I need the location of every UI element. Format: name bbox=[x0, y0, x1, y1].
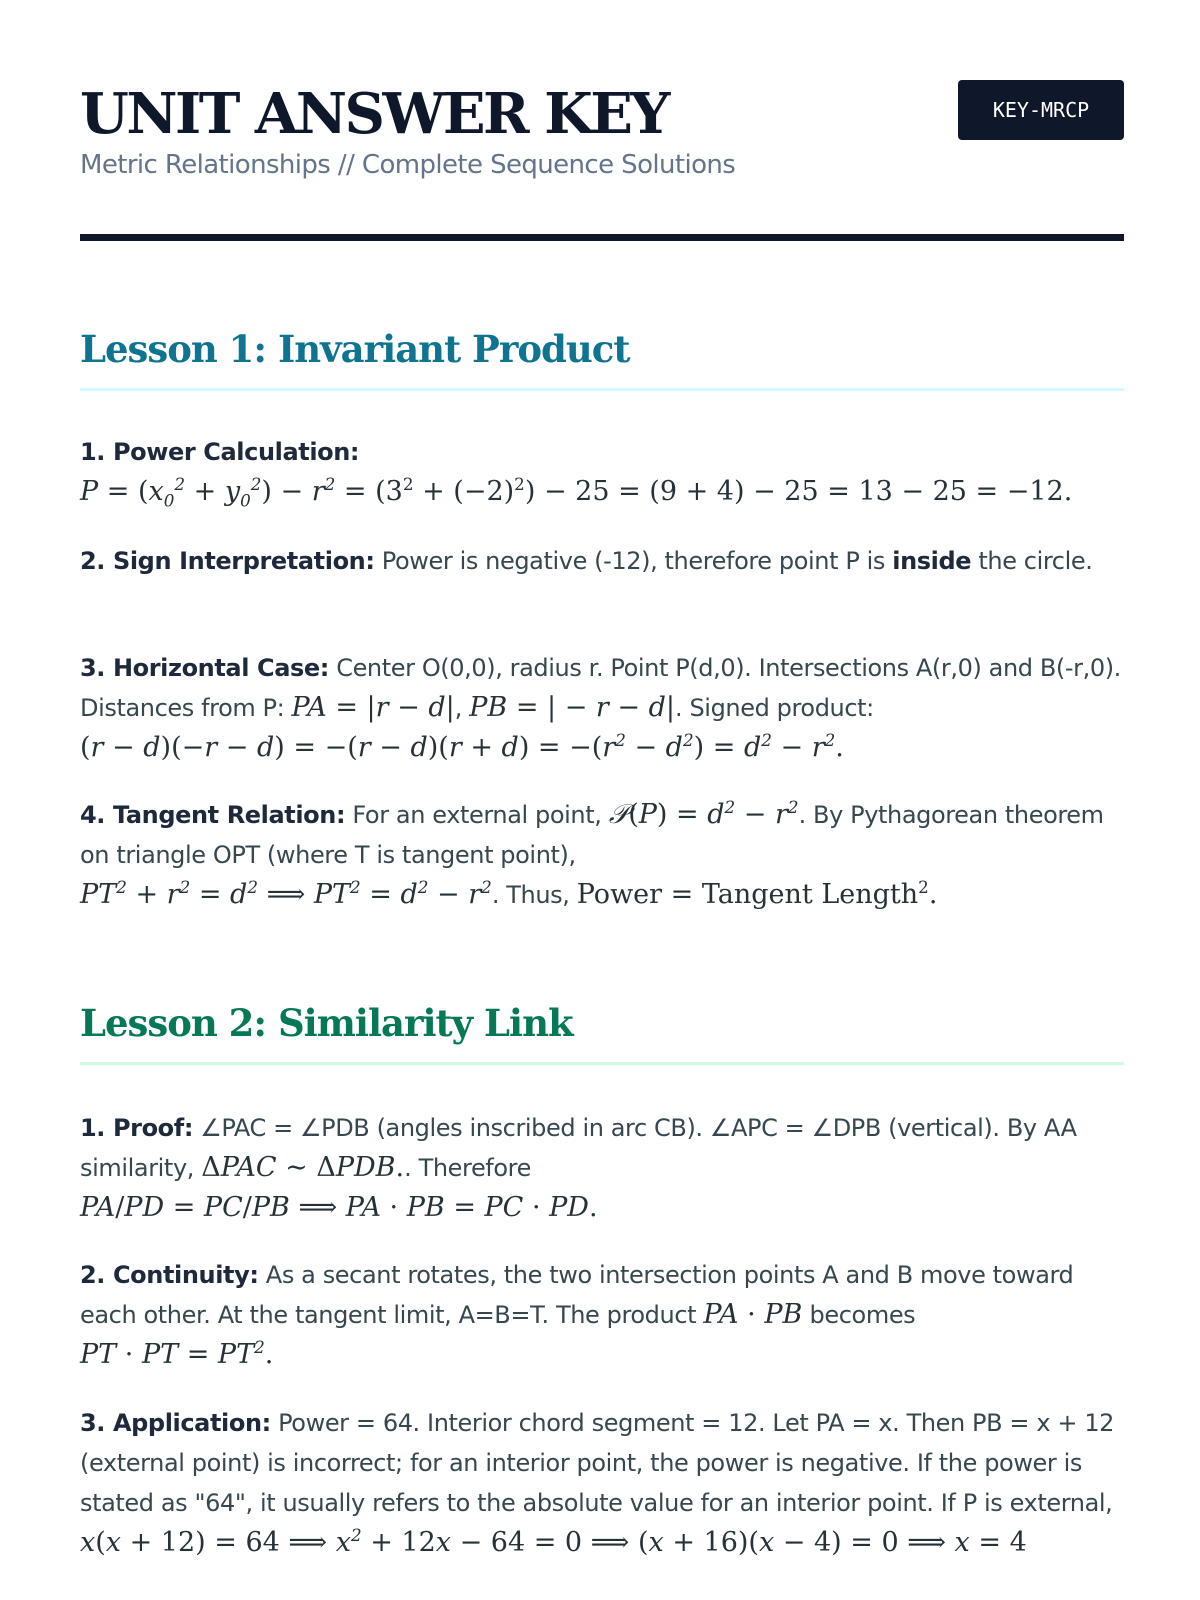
lesson-2-title: Lesson 2: Similarity Link bbox=[80, 1001, 573, 1045]
item-label: 2. Sign Interpretation: bbox=[80, 547, 375, 575]
lesson-2-item-proof: 1. Proof: ∠PAC = ∠PDB (angles inscribed in arc CB). ∠APC = ∠DPB (vertical). By AA similarity, ΔPAC ∼ ΔPDB.. Therefore PA/PD = PC/PB ⟹ PA · PB = PC · PD. bbox=[80, 1114, 1077, 1223]
item-label: 3. Application: bbox=[80, 1409, 271, 1437]
quadratic-solution-formula: x(x + 12) = 64 ⟹ $x^2 + 12x - 64 = 0$ ⟹ (x + 16)(x − 4) = 0 ⟹ x = 4 bbox=[80, 1525, 1027, 1558]
signed-product-formula: $(r - d)(-r - d) = -(r - d)(r + d) = -(r^2 - d^2) = d^2 - r^2$. bbox=[80, 730, 844, 763]
tangent-square-formula: PT · PT = $PT^2$. bbox=[80, 1337, 274, 1370]
key-code-badge: KEY-MRCP bbox=[958, 80, 1124, 140]
lesson-1-item-sign-interpretation: 2. Sign Interpretation: Power is negative (-12), therefore point P is inside the circle. bbox=[80, 547, 1093, 575]
distance-pa-formula: PA = |r − d| bbox=[291, 692, 455, 723]
power-of-point-formula: 𝒫(P) = $d^2 - r^2$ bbox=[608, 797, 799, 830]
header-divider bbox=[80, 234, 1124, 241]
lesson-1-divider bbox=[80, 388, 1124, 391]
distance-pb-formula: PB = | − r − d| bbox=[469, 692, 676, 723]
item-label: 1. Power Calculation: bbox=[80, 438, 360, 466]
emphasis-text: inside bbox=[892, 547, 972, 575]
lesson-1-item-horizontal-case: 3. Horizontal Case: Center O(0,0), radius r. Point P(d,0). Intersections A(r,0) and B(-r,0). Distances from P: PA = |r − d|, PB = | − r − d|. Signed product: $(r - d)(-r - d) = -(r - d)(r + d) = -(r^2 - d^2) = d^2 - r^2$. bbox=[80, 654, 1121, 763]
page-subtitle: Metric Relationships // Complete Sequence Solutions bbox=[80, 150, 736, 180]
similarity-formula: ΔPAC ∼ ΔPDB. bbox=[201, 1152, 405, 1183]
page-title: UNIT ANSWER KEY bbox=[80, 81, 668, 147]
pythagorean-formula: $PT^2 + r^2 = d^2$ ⟹ $PT^2 = d^2 - r^2$ bbox=[80, 877, 492, 910]
ratio-product-formula: PA/PD = PC/PB ⟹ PA · PB = PC · PD. bbox=[80, 1192, 598, 1223]
lesson-1-title: Lesson 1: Invariant Product bbox=[80, 327, 630, 371]
item-label: 3. Horizontal Case: bbox=[80, 654, 329, 682]
item-label: 2. Continuity: bbox=[80, 1261, 259, 1289]
lesson-1-item-tangent-relation: 4. Tangent Relation: For an external point, 𝒫(P) = $d^2 - r^2$. By Pythagorean theorem on triangle OPT (where T is tangent point), $PT^2 + r^2 = d^2$ ⟹ $PT^2 = d^2 - r^2$. Thus, Power = Tangent Length$^2$. bbox=[80, 797, 1104, 910]
lesson-2-item-continuity: 2. Continuity: As a secant rotates, the two intersection points A and B move toward each other. At the tangent limit, A=B=T. The product PA · PB becomes PT · PT = $PT^2$. bbox=[80, 1261, 1074, 1370]
product-pa-pb-formula: PA · PB bbox=[703, 1299, 803, 1330]
power-calculation-formula: $P = (x_0^2 + y_0^2) - r^2 = (3^2 + (-2)^2) - 25 = (9 + 4) - 25 = 13 - 25 = -12$. bbox=[80, 474, 1073, 511]
item-label: 4. Tangent Relation: bbox=[80, 801, 346, 829]
item-label: 1. Proof: bbox=[80, 1114, 194, 1142]
lesson-2-divider bbox=[80, 1062, 1124, 1065]
lesson-1-item-power-calculation bbox=[80, 432, 1130, 512]
power-tangent-formula: Power = Tangent Length$^2$. bbox=[576, 877, 938, 910]
lesson-2-item-application: 3. Application: Power = 64. Interior chord segment = 12. Let PA = x. Then PB = x + 12 (external point) is incorrect; for an interior point, the power is negative. If the power is stated as "64", it usually refers to the absolute value for an interior point. If P is external, x(x + 12) = 64 ⟹ $x^2 + 12x - 64 = 0$ ⟹ (x + 16)(x − 4) = 0 ⟹ x = 4 bbox=[80, 1409, 1115, 1558]
